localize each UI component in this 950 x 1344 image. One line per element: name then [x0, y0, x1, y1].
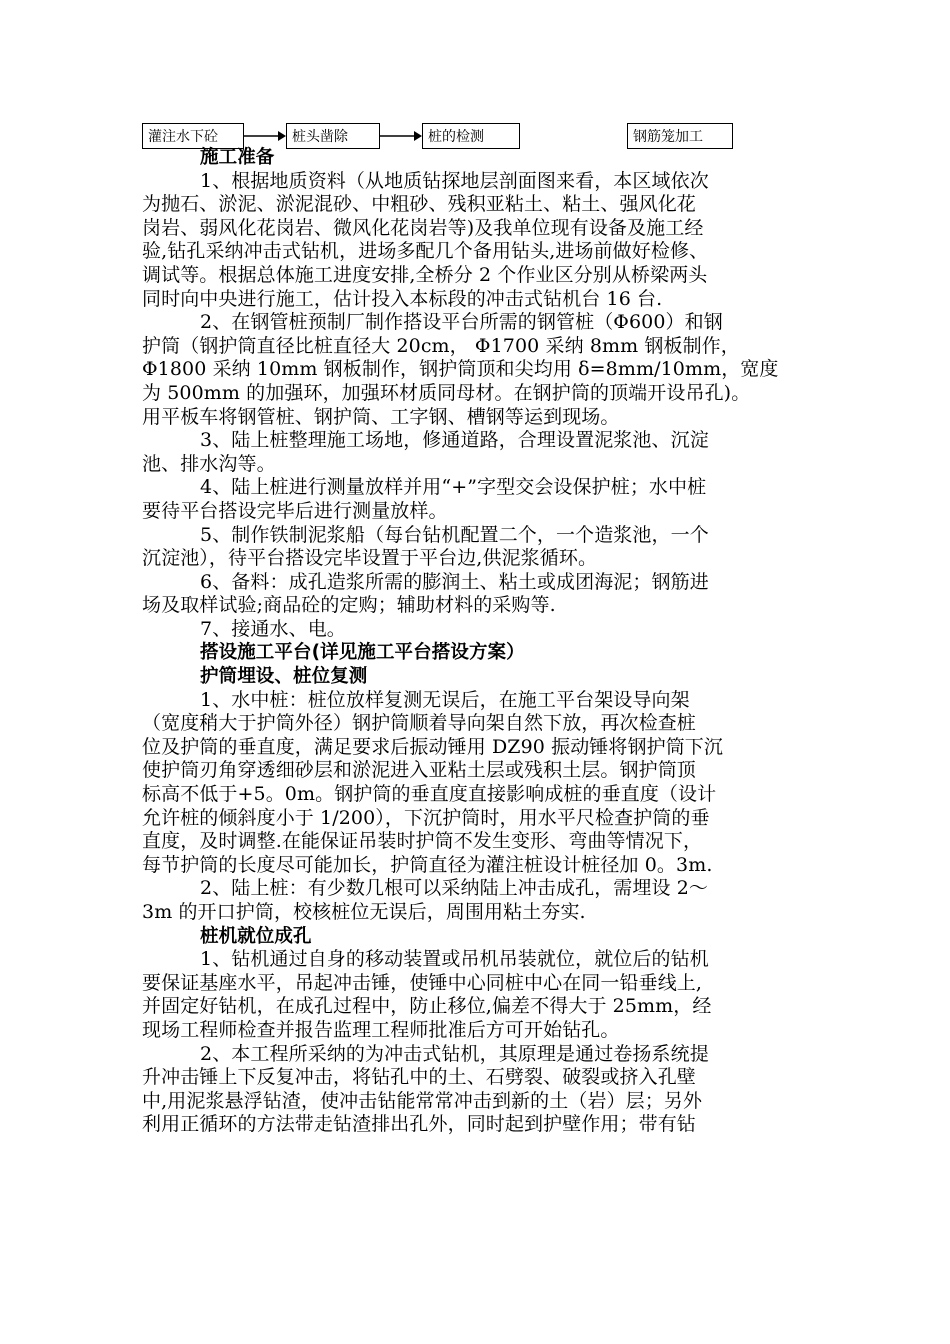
- section-heading: 施工准备: [200, 147, 275, 168]
- paragraph-line: 场及取样试验;商品砼的定购；辅助材料的采购等.: [142, 594, 556, 617]
- paragraph-line: 同时向中央进行施工，估计投入本标段的冲击式钻机台 16 台.: [142, 287, 663, 310]
- paragraph-line: 并固定好钻机，在成孔过程中，防止移位,偏差不得大于 25mm，经: [142, 995, 712, 1018]
- flow-box-pile-head-removal: 桩头凿除: [286, 123, 380, 149]
- paragraph-line: 为抛石、淤泥、淤泥混砂、中粗砂、残积亚粘土、粘土、强风化花: [142, 193, 696, 216]
- flow-box-pile-testing: 桩的检测: [422, 123, 520, 149]
- paragraph-line: 1、水中桩：桩位放样复测无误后，在施工平台架设导向架: [200, 688, 690, 711]
- paragraph-line: 验,钻孔采纳冲击式钻机，进场多配几个备用钻头,进场前做好检修、: [142, 240, 709, 263]
- document-body: [142, 146, 822, 1137]
- paragraph-line: 6、备料：成孔造浆所需的膨润土、粘土或成团海泥；钢筋进: [200, 570, 709, 593]
- flow-box-pour-concrete: 灌注水下砼: [142, 123, 244, 149]
- paragraph-line: 标高不低于+5。0m。钢护筒的垂直度直接影响成桩的垂直度（设计: [142, 783, 717, 806]
- paragraph-line: 要保证基座水平，吊起冲击锤，使锤中心同桩中心在同一铅垂线上,: [142, 971, 703, 994]
- paragraph-line: 1、根据地质资料（从地质钻探地层剖面图来看，本区域依次: [200, 169, 709, 192]
- paragraph-line: 沉淀池），待平台搭设完毕设置于平台边,供泥浆循环。: [142, 547, 598, 570]
- paragraph-line: 要待平台搭设完毕后进行测量放样。: [142, 499, 448, 522]
- paragraph-line: 位及护筒的垂直度，满足要求后振动锤用 DZ90 振动锤将钢护筒下沉: [142, 735, 723, 758]
- paragraph-line: 岗岩、弱风化花岗岩、微风化花岗岩等)及我单位现有设备及施工经: [142, 216, 704, 239]
- paragraph-line: 4、陆上桩进行测量放样并用“+”字型交会设保护桩；水中桩: [200, 476, 707, 499]
- paragraph-line: 中,用泥浆悬浮钻渣，使冲击钻能常常冲击到新的土（岩）层；另外: [142, 1089, 703, 1112]
- paragraph-line: 1、钻机通过自身的移动装置或吊机吊装就位，就位后的钻机: [200, 948, 709, 971]
- paragraph-line: 池、排水沟等。: [142, 452, 276, 475]
- paragraph-line: （宽度稍大于护筒外径）钢护筒顺着导向架自然下放，再次检查桩: [142, 712, 696, 735]
- paragraph-line: 2、在钢管桩预制厂制作搭设平台所需的钢管桩（Φ600）和钢: [200, 311, 723, 334]
- paragraph-line: 现场工程师检查并报告监理工程师批准后方可开始钻孔。: [142, 1018, 620, 1041]
- paragraph-line: 利用正循环的方法带走钻渣排出孔外，同时起到护壁作用；带有钻: [142, 1113, 696, 1136]
- paragraph-line: 3m 的开口护筒，校核桩位无误后，周围用粘土夯实.: [142, 901, 586, 923]
- paragraph-line: 2、本工程所采纳的为冲击式钻机，其原理是通过卷扬系统提: [200, 1042, 709, 1065]
- paragraph-line: 升冲击锤上下反复冲击，将钻孔中的土、石劈裂、破裂或挤入孔壁: [142, 1066, 696, 1089]
- flow-box-rebar-cage: 钢筋笼加工: [627, 123, 733, 149]
- paragraph-line: 允许桩的倾斜度小于 1/200），下沉护筒时，用水平尺检查护筒的垂: [142, 806, 710, 829]
- paragraph-line: 调试等。根据总体施工进度安排,全桥分 2 个作业区分别从桥梁两头: [142, 263, 708, 286]
- paragraph-line: 直度，及时调整.在能保证吊装时护筒不发生变形、弯曲等情况下，: [142, 830, 703, 853]
- paragraph-line: 2、陆上桩：有少数几根可以采纳陆上冲击成孔，需埋设 2～: [200, 877, 709, 900]
- section-heading: 桩机就位成孔: [200, 925, 312, 947]
- paragraph-line: Φ1800 采纳 10mm 钢板制作，钢护筒顶和尖均用 δ=8mm/10mm，宽度: [142, 358, 779, 381]
- section-heading: 搭设施工平台(详见施工平台搭设方案）: [200, 642, 525, 664]
- paragraph-line: 3、陆上桩整理施工场地，修通道路，合理设置泥浆池、沉淀: [200, 429, 709, 452]
- paragraph-line: 每节护筒的长度尽可能加长，护筒直径为灌注桩设计桩径加 0。3m.: [142, 853, 713, 876]
- paragraph-line: 7、接通水、电。: [200, 617, 346, 640]
- paragraph-line: 为 500mm 的加强环，加强环材质同母材。在钢护筒的顶端开设吊孔)。: [142, 381, 751, 404]
- paragraph-line: 5、制作铁制泥浆船（每台钻机配置二个，一个造浆池，一个: [200, 523, 709, 546]
- paragraph-line: 用平板车将钢管桩、钢护筒、工字钢、槽钢等运到现场。: [142, 405, 620, 428]
- section-heading: 护筒埋设、桩位复测: [200, 666, 368, 688]
- paragraph-line: 护筒（钢护筒直径比桩直径大 20cm， Φ1700 采纳 8mm 钢板制作，: [142, 334, 740, 357]
- paragraph-line: 使护筒刃角穿透细砂层和淤泥进入亚粘土层或残积土层。钢护筒顶: [142, 759, 696, 782]
